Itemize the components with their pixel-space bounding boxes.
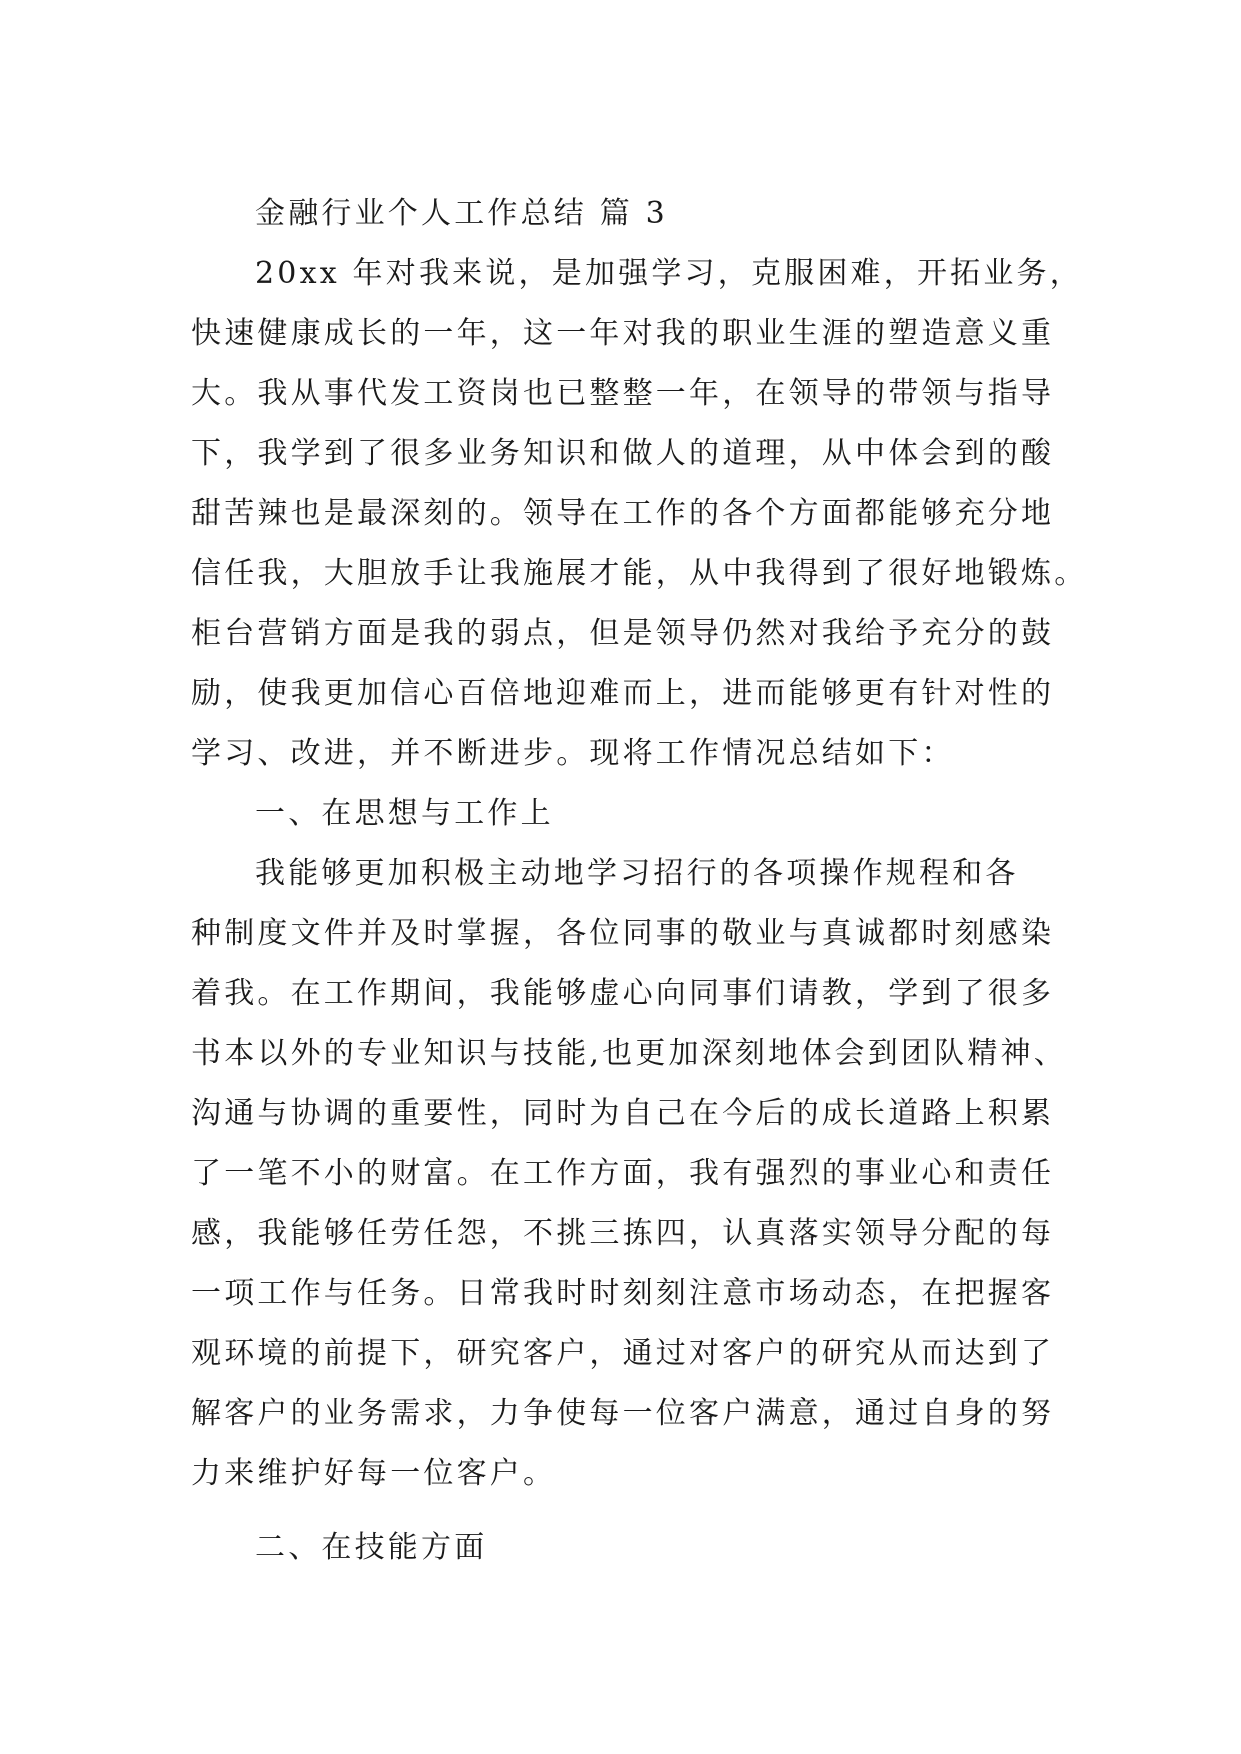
intro-line: 励，使我更加信心百倍地迎难而上，进而能够更有针对性的 (191, 676, 1055, 711)
intro-line: 信任我，大胆放手让我施展才能，从中我得到了很好地锻炼。 (191, 556, 1088, 591)
intro-line: 20xx 年对我来说，是加强学习，克服困难，开拓业务， (255, 256, 1083, 291)
section1-line: 感，我能够任劳任怨，不挑三拣四，认真落实领导分配的每 (191, 1216, 1055, 1251)
section-heading: 二、在技能方面 (255, 1530, 488, 1565)
section-heading: 一、在思想与工作上 (255, 796, 554, 831)
section1-line: 种制度文件并及时掌握，各位同事的敬业与真诚都时刻感染 (191, 916, 1055, 951)
intro-line: 甜苦辣也是最深刻的。领导在工作的各个方面都能够充分地 (191, 496, 1055, 531)
section1-line: 解客户的业务需求，力争使每一位客户满意，通过自身的努 (191, 1396, 1055, 1431)
intro-line: 下，我学到了很多业务知识和做人的道理，从中体会到的酸 (191, 436, 1055, 471)
section1-line: 着我。在工作期间，我能够虚心向同事们请教，学到了很多 (191, 976, 1055, 1011)
document-title: 金融行业个人工作总结 篇 3 (255, 196, 668, 231)
intro-line: 快速健康成长的一年，这一年对我的职业生涯的塑造意义重 (191, 316, 1055, 351)
intro-line: 学习、改进，并不断进步。现将工作情况总结如下： (191, 736, 955, 771)
section1-line: 了一笔不小的财富。在工作方面，我有强烈的事业心和责任 (191, 1156, 1055, 1191)
section1-line: 一项工作与任务。日常我时时刻刻注意市场动态，在把握客 (191, 1276, 1055, 1311)
section1-line: 力来维护好每一位客户。 (191, 1456, 557, 1491)
intro-line: 柜台营销方面是我的弱点，但是领导仍然对我给予充分的鼓 (191, 616, 1055, 651)
section1-line: 沟通与协调的重要性，同时为自己在今后的成长道路上积累 (191, 1096, 1055, 1131)
section1-line: 书本以外的专业知识与技能,也更加深刻地体会到团队精神、 (191, 1036, 1067, 1071)
section1-line: 观环境的前提下，研究客户，通过对客户的研究从而达到了 (191, 1336, 1055, 1371)
document-body (191, 184, 1088, 1578)
intro-line: 大。我从事代发工资岗也已整整一年，在领导的带领与指导 (191, 376, 1055, 411)
section1-line: 我能够更加积极主动地学习招行的各项操作规程和各 (255, 856, 1019, 891)
